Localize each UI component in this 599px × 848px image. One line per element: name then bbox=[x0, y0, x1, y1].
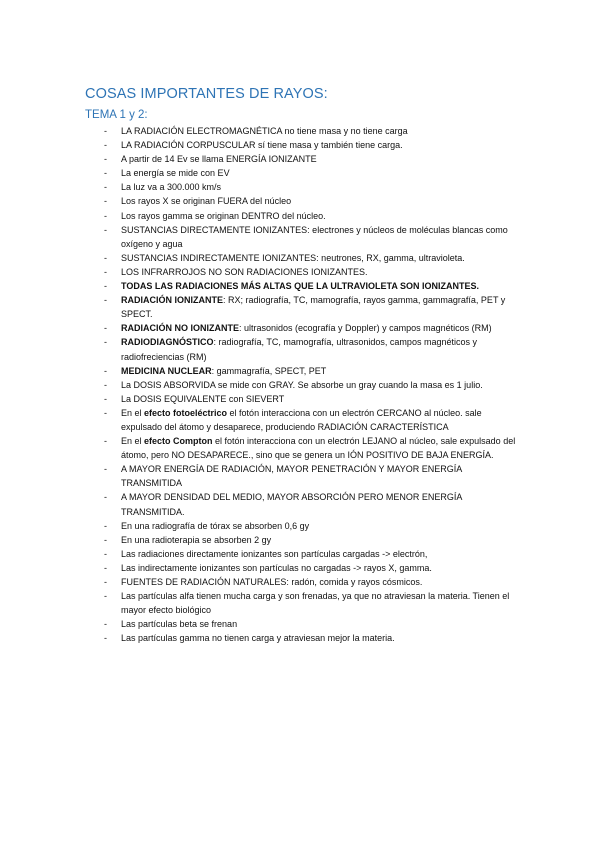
list-item bbox=[85, 124, 525, 138]
text-run: En el bbox=[121, 407, 145, 418]
list-item-text bbox=[121, 535, 271, 545]
list-item bbox=[85, 223, 525, 251]
list-item-text bbox=[121, 380, 483, 390]
bullet-dash: - bbox=[104, 281, 107, 292]
list-item bbox=[85, 490, 525, 518]
list-item-text bbox=[121, 323, 492, 333]
list-item-text bbox=[121, 154, 317, 164]
list-item bbox=[85, 406, 525, 434]
text-run: FUENTES DE RADIACIÓN NATURALES: radón, comida y rayos cósmicos. bbox=[121, 577, 423, 587]
bullet-dash: - bbox=[104, 337, 107, 348]
text-run: En una radioterapia se absorben 2 gy bbox=[121, 534, 272, 545]
list-item-text bbox=[121, 619, 237, 629]
list-item bbox=[85, 265, 525, 279]
text-run: : RX; radiografía, TC, mamografía, rayos gamma, gammagrafía, PET y SPECT. bbox=[121, 295, 506, 320]
bullet-dash: - bbox=[104, 393, 107, 404]
list-item bbox=[85, 617, 525, 631]
text-run: Las partículas alfa tienen mucha carga y son frenadas, ya que no atraviesan la materia. Tienen el mayor efecto biológico bbox=[121, 591, 510, 616]
text-run: : ultrasonidos (ecografía y Doppler) y campos magnéticos (RM) bbox=[239, 323, 492, 334]
text-run: En una radiografía de tórax se absorben 0,6 gy bbox=[121, 520, 310, 531]
bullet-dash: - bbox=[104, 323, 107, 334]
bullet-dash: - bbox=[104, 577, 107, 587]
list-item-text bbox=[121, 211, 326, 221]
list-item bbox=[85, 293, 525, 321]
list-item-text bbox=[121, 464, 462, 488]
list-item bbox=[85, 392, 525, 406]
text-run: LA RADIACIÓN ELECTROMAGNÉTICA no tiene masa y no tiene carga bbox=[121, 126, 408, 136]
bold-text: TODAS LAS RADIACIONES MÁS ALTAS QUE LA ULTRAVIOLETA SON IONIZANTES. bbox=[121, 281, 480, 292]
bullet-dash: - bbox=[104, 464, 107, 475]
bold-text: efecto fotoeléctrico bbox=[144, 407, 228, 418]
list-item-text bbox=[121, 521, 309, 531]
list-item-text bbox=[121, 492, 462, 516]
bullet-dash: - bbox=[104, 492, 107, 503]
text-run: A MAYOR ENERGÍA DE RADIACIÓN, MAYOR PENETRACIÓN Y MAYOR ENERGÍA TRANSMITIDA bbox=[121, 464, 462, 489]
text-run: La DOSIS ABSORVIDA se mide con GRAY. Se absorbe un gray cuando la masa es 1 julio. bbox=[121, 379, 483, 390]
list-item-text bbox=[121, 182, 221, 192]
bullet-dash: - bbox=[104, 210, 107, 221]
text-run: La luz va a 300.000 km/s bbox=[121, 182, 222, 193]
bold-text: RADIACIÓN IONIZANTE bbox=[121, 295, 223, 306]
bold-text: MEDICINA NUCLEAR bbox=[121, 365, 212, 376]
bullet-dash: - bbox=[104, 266, 107, 277]
bullet-dash: - bbox=[104, 252, 107, 263]
bullet-dash: - bbox=[104, 562, 107, 573]
bullet-dash: - bbox=[104, 591, 107, 602]
bold-text: efecto Compton bbox=[144, 436, 213, 447]
bold-text: RADIODIAGNÓSTICO bbox=[121, 337, 214, 348]
text-run: Los rayos X se originan FUERA del núcleo bbox=[121, 196, 292, 207]
bullet-dash: - bbox=[104, 126, 107, 136]
list-item bbox=[85, 378, 525, 392]
list-item bbox=[85, 152, 525, 166]
bullet-dash: - bbox=[104, 548, 107, 559]
bullet-dash: - bbox=[104, 224, 107, 235]
bullet-list bbox=[85, 124, 525, 645]
list-item-text bbox=[121, 549, 427, 559]
text-run: Las partículas gamma no tienen carga y atraviesan mejor la materia. bbox=[121, 633, 395, 644]
text-run: Las radiaciones directamente ionizantes son partículas cargadas -> electrón, bbox=[121, 548, 428, 559]
bullet-dash: - bbox=[104, 633, 107, 644]
list-item bbox=[85, 589, 525, 617]
text-run: En el bbox=[121, 436, 145, 447]
text-run: SUSTANCIAS INDIRECTAMENTE IONIZANTES: neutrones, RX, gamma, ultravioleta. bbox=[121, 252, 465, 263]
bullet-dash: - bbox=[104, 407, 107, 418]
bullet-dash: - bbox=[104, 379, 107, 390]
list-item bbox=[85, 138, 525, 152]
text-run: A partir de 14 Ev se llama ENERGÍA IONIZANTE bbox=[121, 154, 317, 165]
text-run: el fotón interacciona con un electrón LEJANO al núcleo, sale expulsado del átomo, pero NO DESAPARECE., sino que se genera un IÓN POSITIVO DE BAJA ENERGÍA. bbox=[121, 436, 516, 461]
list-item bbox=[85, 166, 525, 180]
list-item bbox=[85, 434, 525, 462]
text-run: LA RADIACIÓN CORPUSCULAR sí tiene masa y también tiene carga. bbox=[121, 140, 403, 151]
text-run: : gammagrafía, SPECT, PET bbox=[211, 365, 327, 376]
list-item bbox=[85, 194, 525, 208]
text-run: el fotón interacciona con un electrón CERCANO al núcleo. sale expulsado del átomo y desaparece, produciendo RADIACIÓN CARACTERÍSTICA bbox=[121, 407, 482, 432]
list-item bbox=[85, 335, 525, 363]
text-run: Las indirectamente ionizantes son partículas no cargadas -> rayos X, gamma. bbox=[121, 562, 432, 573]
list-item-text bbox=[121, 168, 230, 178]
text-run: A MAYOR DENSIDAD DEL MEDIO, MAYOR ABSORCIÓN PERO MENOR ENERGÍA TRANSMITIDA. bbox=[121, 492, 462, 517]
list-item-text bbox=[121, 366, 326, 376]
bullet-dash: - bbox=[104, 140, 107, 151]
list-item-text bbox=[121, 577, 422, 587]
text-run: : radiografía, TC, mamografía, ultrasonidos, campos magnéticos y radiofreciencias (RM) bbox=[121, 337, 477, 362]
text-run: La DOSIS EQUIVALENTE con SIEVERT bbox=[121, 393, 285, 404]
list-item-text bbox=[121, 408, 482, 432]
bullet-dash: - bbox=[104, 365, 107, 376]
list-item-text bbox=[121, 267, 368, 277]
bold-text: RADIACIÓN NO IONIZANTE bbox=[121, 323, 239, 334]
document-title: COSAS IMPORTANTES DE RAYOS: bbox=[85, 86, 328, 102]
list-item bbox=[85, 547, 525, 561]
bullet-dash: - bbox=[104, 534, 107, 545]
section-heading: TEMA 1 y 2: bbox=[85, 109, 148, 121]
list-item-text bbox=[121, 337, 477, 361]
list-item-text bbox=[121, 281, 479, 291]
list-item bbox=[85, 561, 525, 575]
bullet-dash: - bbox=[104, 295, 107, 306]
bullet-dash: - bbox=[104, 196, 107, 207]
list-item-text bbox=[121, 196, 291, 206]
list-item bbox=[85, 575, 525, 589]
bullet-dash: - bbox=[104, 182, 107, 193]
list-item bbox=[85, 519, 525, 533]
list-item bbox=[85, 209, 525, 223]
list-item-text bbox=[121, 140, 403, 150]
bullet-dash: - bbox=[104, 168, 107, 179]
text-run: SUSTANCIAS DIRECTAMENTE IONIZANTES: electrones y núcleos de moléculas blancas como oxígeno y agua bbox=[121, 224, 508, 249]
list-item-text bbox=[121, 633, 395, 643]
list-item-text bbox=[121, 563, 432, 573]
text-run: LOS INFRARROJOS NO SON RADIACIONES IONIZANTES. bbox=[121, 266, 368, 277]
list-item bbox=[85, 279, 525, 293]
list-item-text bbox=[121, 394, 284, 404]
bullet-dash: - bbox=[104, 154, 107, 165]
text-run: La energía se mide con EV bbox=[121, 168, 230, 179]
text-run: Los rayos gamma se originan DENTRO del núcleo. bbox=[121, 210, 326, 221]
text-run: Las partículas beta se frenan bbox=[121, 619, 238, 630]
list-item-text bbox=[121, 591, 509, 615]
list-item bbox=[85, 180, 525, 194]
list-item bbox=[85, 364, 525, 378]
list-item bbox=[85, 533, 525, 547]
list-item-text bbox=[121, 253, 465, 263]
list-item-text bbox=[121, 126, 408, 136]
list-item bbox=[85, 251, 525, 265]
list-item bbox=[85, 321, 525, 335]
bullet-dash: - bbox=[104, 436, 107, 447]
list-item-text bbox=[121, 295, 505, 319]
list-item bbox=[85, 631, 525, 645]
bullet-dash: - bbox=[104, 619, 107, 630]
list-item-text bbox=[121, 225, 508, 249]
bullet-dash: - bbox=[104, 520, 107, 531]
list-item-text bbox=[121, 436, 515, 460]
list-item bbox=[85, 462, 525, 490]
